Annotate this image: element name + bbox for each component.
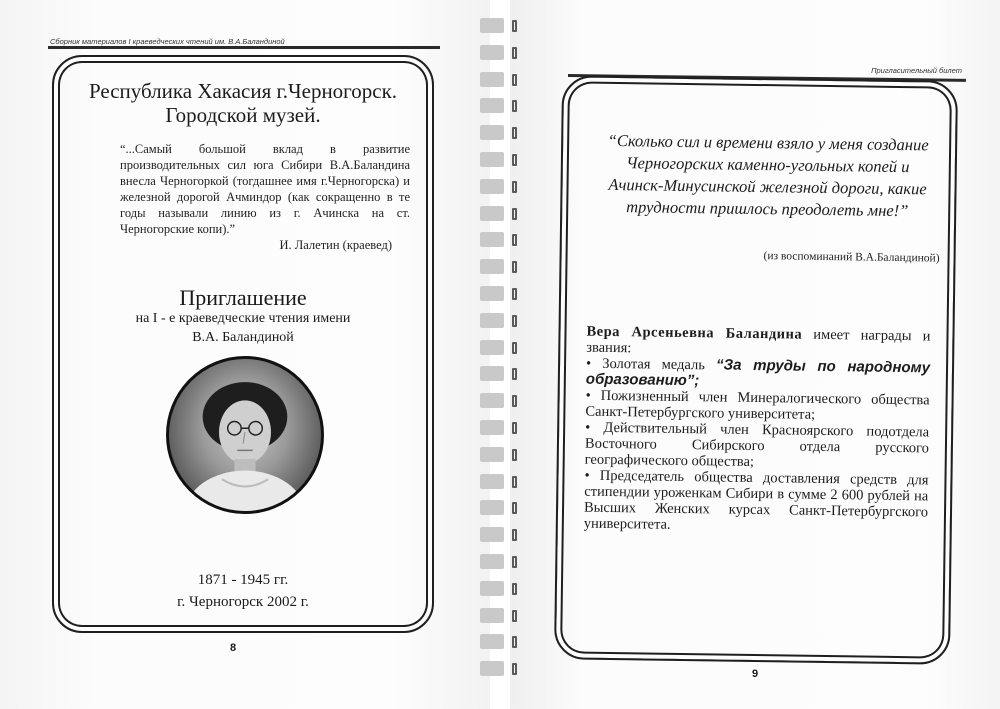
binding-ring: [478, 18, 524, 33]
portrait-illustration: [169, 359, 321, 511]
memoir-quote: “Сколько сил и времени взяло у меня создание Черногорских каменно-угольных копей и Ачинск-Минусинской железной дороги, какие трудности пришлось преодолеть мне!”: [607, 130, 929, 221]
spiral-binding: [478, 18, 524, 698]
binding-ring: [478, 527, 524, 542]
header-rule-left: [48, 46, 440, 49]
left-page: [0, 0, 490, 709]
medal-title: “За труды по народному образованию”;: [585, 356, 931, 390]
museum-title-line-2: Городской музей.: [165, 103, 321, 127]
binding-ring: [478, 474, 524, 489]
portrait-photo: [166, 356, 324, 514]
biography-block: [584, 324, 931, 537]
binding-ring: [478, 661, 524, 676]
binding-ring: [478, 72, 524, 87]
running-head-right: Пригласительный билет: [871, 66, 962, 75]
binding-ring: [478, 634, 524, 649]
binding-ring: [478, 366, 524, 381]
binding-ring: [478, 98, 524, 113]
museum-title: [54, 79, 432, 127]
binding-ring: [478, 152, 524, 167]
binding-ring: [478, 179, 524, 194]
memoir-source: (из воспоминаний В.А.Баландиной): [763, 250, 940, 265]
binding-ring: [478, 259, 524, 274]
invitation-heading: Приглашение: [179, 285, 307, 310]
years-span: 1871 - 1945 гг.: [197, 572, 289, 588]
running-head-left: Сборник материалов I краеведческих чтений им. В.А.Баландиной: [50, 37, 285, 46]
binding-ring: [478, 420, 524, 435]
historian-quote: “...Самый большой вклад в развитие производительных сил юга Сибири В.А.Баландина внесла Черногоркой (тогдашнее имя г.Черногорска) и железной дорогой Ачминдор (как сокращенно в те годы называли линию из г. Ачинска на ст. Черногорские копи).”: [120, 142, 410, 236]
binding-ring: [478, 232, 524, 247]
invitation-frame: [52, 55, 434, 633]
binding-ring: [478, 340, 524, 355]
invitation-line-2: В.А. Баландиной: [192, 330, 294, 345]
binding-ring: [478, 500, 524, 515]
binding-ring: [478, 45, 524, 60]
biography-frame: [554, 75, 958, 664]
binding-ring: [478, 581, 524, 596]
invitation-line-1: на I - е краеведческие чтения имени: [135, 311, 351, 326]
bio-intro: [586, 324, 930, 361]
bio-name: Вера Арсеньевна Баландина: [586, 323, 803, 343]
award-item: • Председатель общества доставления средств для стипендии уроженкам Сибири в сумме 2 600 рублей на Высших Женских курсах Санкт-Петербургского университета.: [583, 467, 929, 533]
invitation-subtitle: [54, 309, 432, 347]
binding-ring: [478, 313, 524, 328]
award-medal: [586, 356, 930, 393]
binding-ring: [478, 554, 524, 569]
binding-ring: [478, 206, 524, 221]
bio-intro-text: имеет награды и звания:: [586, 326, 931, 357]
place-and-year: г. Черногорск 2002 г.: [177, 594, 309, 610]
binding-ring: [478, 393, 524, 408]
medal-prefix: • Золотая медаль: [585, 355, 705, 374]
binding-ring: [478, 286, 524, 301]
award-item: • Пожизненный член Минералогического общества Санкт-Петербургского университета;: [585, 387, 930, 423]
award-item: • Действительный член Красноярского подотдела Восточного Сибирского отдела русского географического общества;: [584, 419, 930, 470]
life-years: [54, 569, 432, 613]
binding-ring: [478, 447, 524, 462]
page-number-left: 8: [230, 642, 237, 654]
page-number-right: 9: [752, 668, 759, 680]
museum-title-line-1: Республика Хакасия г.Черногорск.: [88, 79, 398, 103]
quote-author: И. Лалетин (краевед): [279, 238, 392, 252]
binding-ring: [478, 608, 524, 623]
binding-ring: [478, 125, 524, 140]
